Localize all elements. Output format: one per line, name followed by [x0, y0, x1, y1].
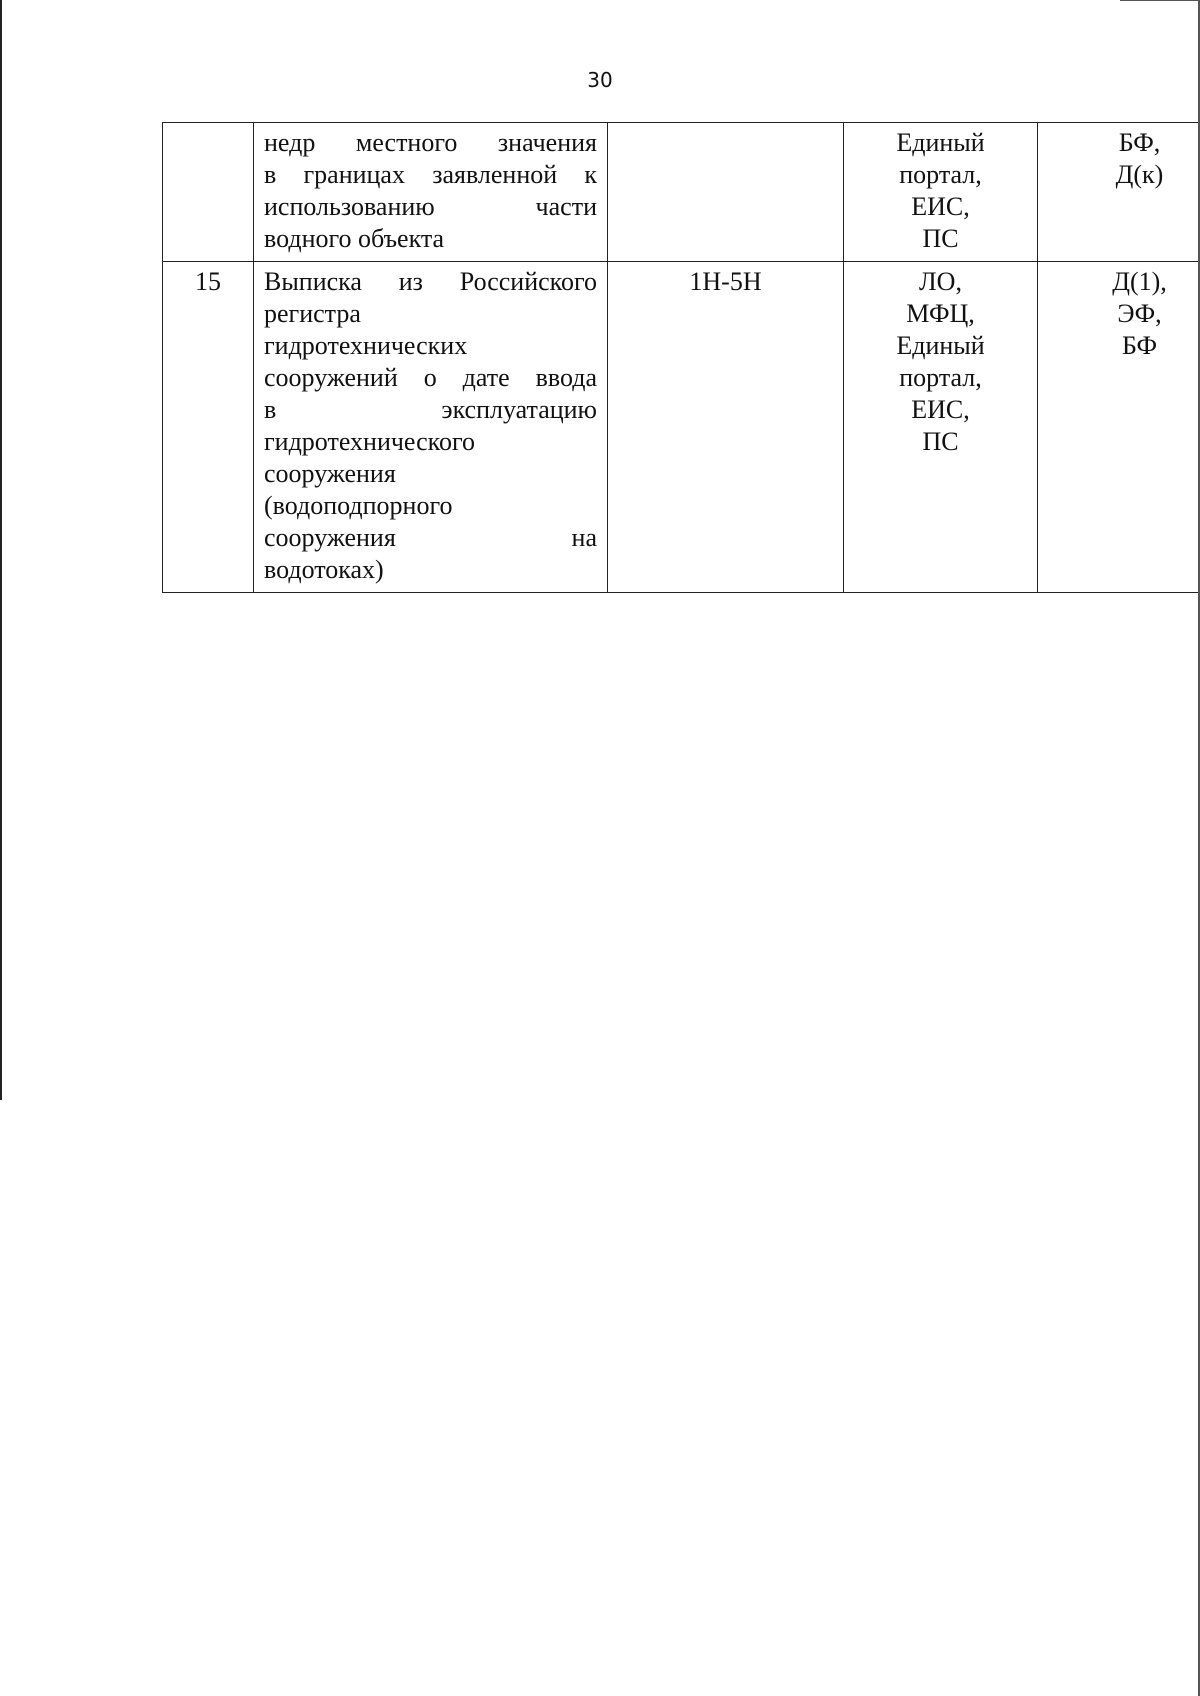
- submission-place-cell: [844, 123, 1038, 262]
- form-line: ЭФ,: [1117, 299, 1162, 328]
- place-line: портал,: [899, 160, 982, 189]
- description-line: Выписка из Российского: [264, 267, 597, 296]
- document-form-cell: [1038, 123, 1200, 262]
- document-table: [162, 122, 1200, 593]
- description-line: недр местного значения: [264, 128, 597, 157]
- scan-edge-left: [0, 0, 2, 1100]
- table-row: [163, 123, 1200, 262]
- place-line: ПС: [922, 224, 959, 253]
- document-description-cell: [254, 262, 608, 593]
- form-line: Д(1),: [1112, 267, 1167, 296]
- row-number-cell: 15: [163, 262, 254, 593]
- page-number: 30: [587, 68, 613, 92]
- place-line: ЛО,: [919, 267, 962, 296]
- description-line: в эксплуатацию: [264, 395, 597, 424]
- description-line: водного объекта: [264, 224, 445, 253]
- document-description-cell: [254, 123, 608, 262]
- row-number-cell: [163, 123, 254, 262]
- place-line: Единый: [896, 331, 985, 360]
- place-line: Единый: [896, 128, 985, 157]
- description-line: сооружения на: [264, 523, 597, 552]
- form-line: Д(к): [1115, 160, 1164, 189]
- form-line: БФ,: [1118, 128, 1161, 157]
- description-line: гидротехнических: [264, 331, 468, 360]
- place-line: ЕИС,: [911, 395, 970, 424]
- place-line: ПС: [922, 427, 959, 456]
- description-line: регистра: [264, 299, 361, 328]
- description-line: водотоках): [264, 555, 384, 584]
- description-line: (водоподпорного: [264, 491, 453, 520]
- description-line: использованию части: [264, 192, 597, 221]
- description-line: сооружений о дате ввода: [264, 363, 597, 392]
- place-line: МФЦ,: [906, 299, 975, 328]
- place-line: ЕИС,: [911, 192, 970, 221]
- table-row: [163, 262, 1200, 593]
- code-cell: [608, 123, 844, 262]
- scan-edge-top: [1120, 0, 1200, 1]
- place-line: портал,: [899, 363, 982, 392]
- description-line: в границах заявленной к: [264, 160, 597, 189]
- description-line: гидротехнического: [264, 427, 475, 456]
- description-line: сооружения: [264, 459, 396, 488]
- form-line: БФ: [1121, 331, 1158, 360]
- document-form-cell: [1038, 262, 1200, 593]
- code-cell: 1Н-5Н: [608, 262, 844, 593]
- submission-place-cell: [844, 262, 1038, 593]
